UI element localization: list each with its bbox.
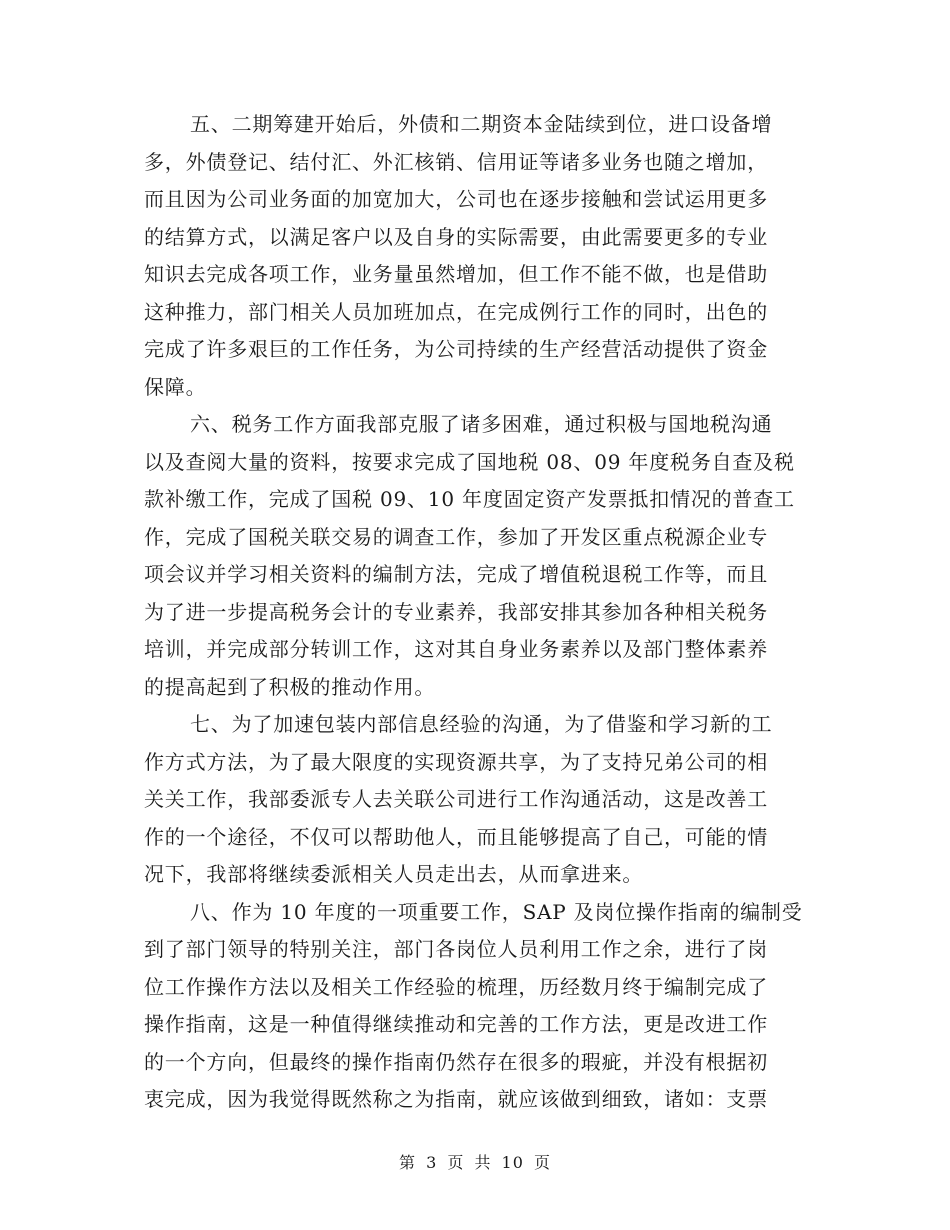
paragraph-line: 的结算方式，以满足客户以及自身的实际需要，由此需要更多的专业 [144, 224, 768, 249]
paragraph-line: 的提高起到了积极的推动作用。 [144, 674, 436, 699]
paragraph-line: 位工作操作方法以及相关工作经验的梳理，历经数月终于编制完成了 [144, 974, 768, 999]
paragraph-line: 八、作为 10 年度的一项重要工作，SAP 及岗位操作指南的编制受 [190, 899, 803, 924]
paragraph-line: 作的一个途径，不仅可以帮助他人，而且能够提高了自己，可能的情 [144, 824, 768, 849]
paragraph-8 [144, 894, 804, 1119]
paragraph-line: 这种推力，部门相关人员加班加点，在完成例行工作的同时，出色的 [144, 299, 768, 324]
paragraph-line: 关关工作，我部委派专人去关联公司进行工作沟通活动，这是改善工 [144, 787, 768, 811]
paragraph-line: 款补缴工作，完成了国税 09、10 年度固定资产发票抵扣情况的普查工 [144, 487, 795, 511]
paragraph-line: 项会议并学习相关资料的编制方法，完成了增值税退税工作等，而且 [144, 562, 768, 586]
paragraph-5 [144, 106, 804, 406]
paragraph-line: 六、税务工作方面我部克服了诸多困难，通过积极与国地税沟通 [190, 412, 773, 436]
paragraph-line: 以及查阅大量的资料，按要求完成了国地税 08、09 年度税务自查及税 [144, 449, 795, 474]
paragraph-line: 多，外债登记、结付汇、外汇核销、信用证等诸多业务也随之增加， [144, 149, 768, 174]
document-body [144, 106, 804, 1119]
paragraph-line: 五、二期筹建开始后，外债和二期资本金陆续到位，进口设备增 [190, 112, 773, 136]
paragraph-line: 而且因为公司业务面的加宽加大，公司也在逐步接触和尝试运用更多 [144, 187, 768, 211]
paragraph-line: 衷完成，因为我觉得既然称之为指南，就应该做到细致，诸如：支票 [144, 1087, 768, 1111]
paragraph-line: 完成了许多艰巨的工作任务，为公司持续的生产经营活动提供了资金 [144, 337, 768, 361]
paragraph-line: 培训，并完成部分转训工作，这对其自身业务素养以及部门整体素养 [144, 637, 768, 661]
paragraph-line: 到了部门领导的特别关注，部门各岗位人员利用工作之余，进行了岗 [144, 937, 768, 961]
paragraph-line: 保障。 [144, 374, 207, 399]
paragraph-line: 况下，我部将继续委派相关人员走出去，从而拿进来。 [144, 862, 644, 886]
paragraph-line: 作，完成了国税关联交易的调查工作，参加了开发区重点税源企业专 [144, 524, 768, 549]
paragraph-6 [144, 406, 804, 706]
paragraph-line: 七、为了加速包装内部信息经验的沟通，为了借鉴和学习新的工 [190, 712, 773, 736]
page-number-footer: 第 3 页 共 10 页 [399, 1153, 551, 1172]
paragraph-line: 知识去完成各项工作，业务量虽然增加，但工作不能不做，也是借助 [144, 262, 768, 286]
paragraph-7 [144, 706, 804, 894]
paragraph-line: 作方式方法，为了最大限度的实现资源共享，为了支持兄弟公司的相 [144, 749, 768, 774]
paragraph-line: 操作指南，这是一种值得继续推动和完善的工作方法，更是改进工作 [144, 1012, 768, 1036]
paragraph-line: 的一个方向，但最终的操作指南仍然存在很多的瑕疵，并没有根据初 [144, 1049, 768, 1074]
paragraph-line: 为了进一步提高税务会计的专业素养，我部安排其参加各种相关税务 [144, 599, 768, 624]
